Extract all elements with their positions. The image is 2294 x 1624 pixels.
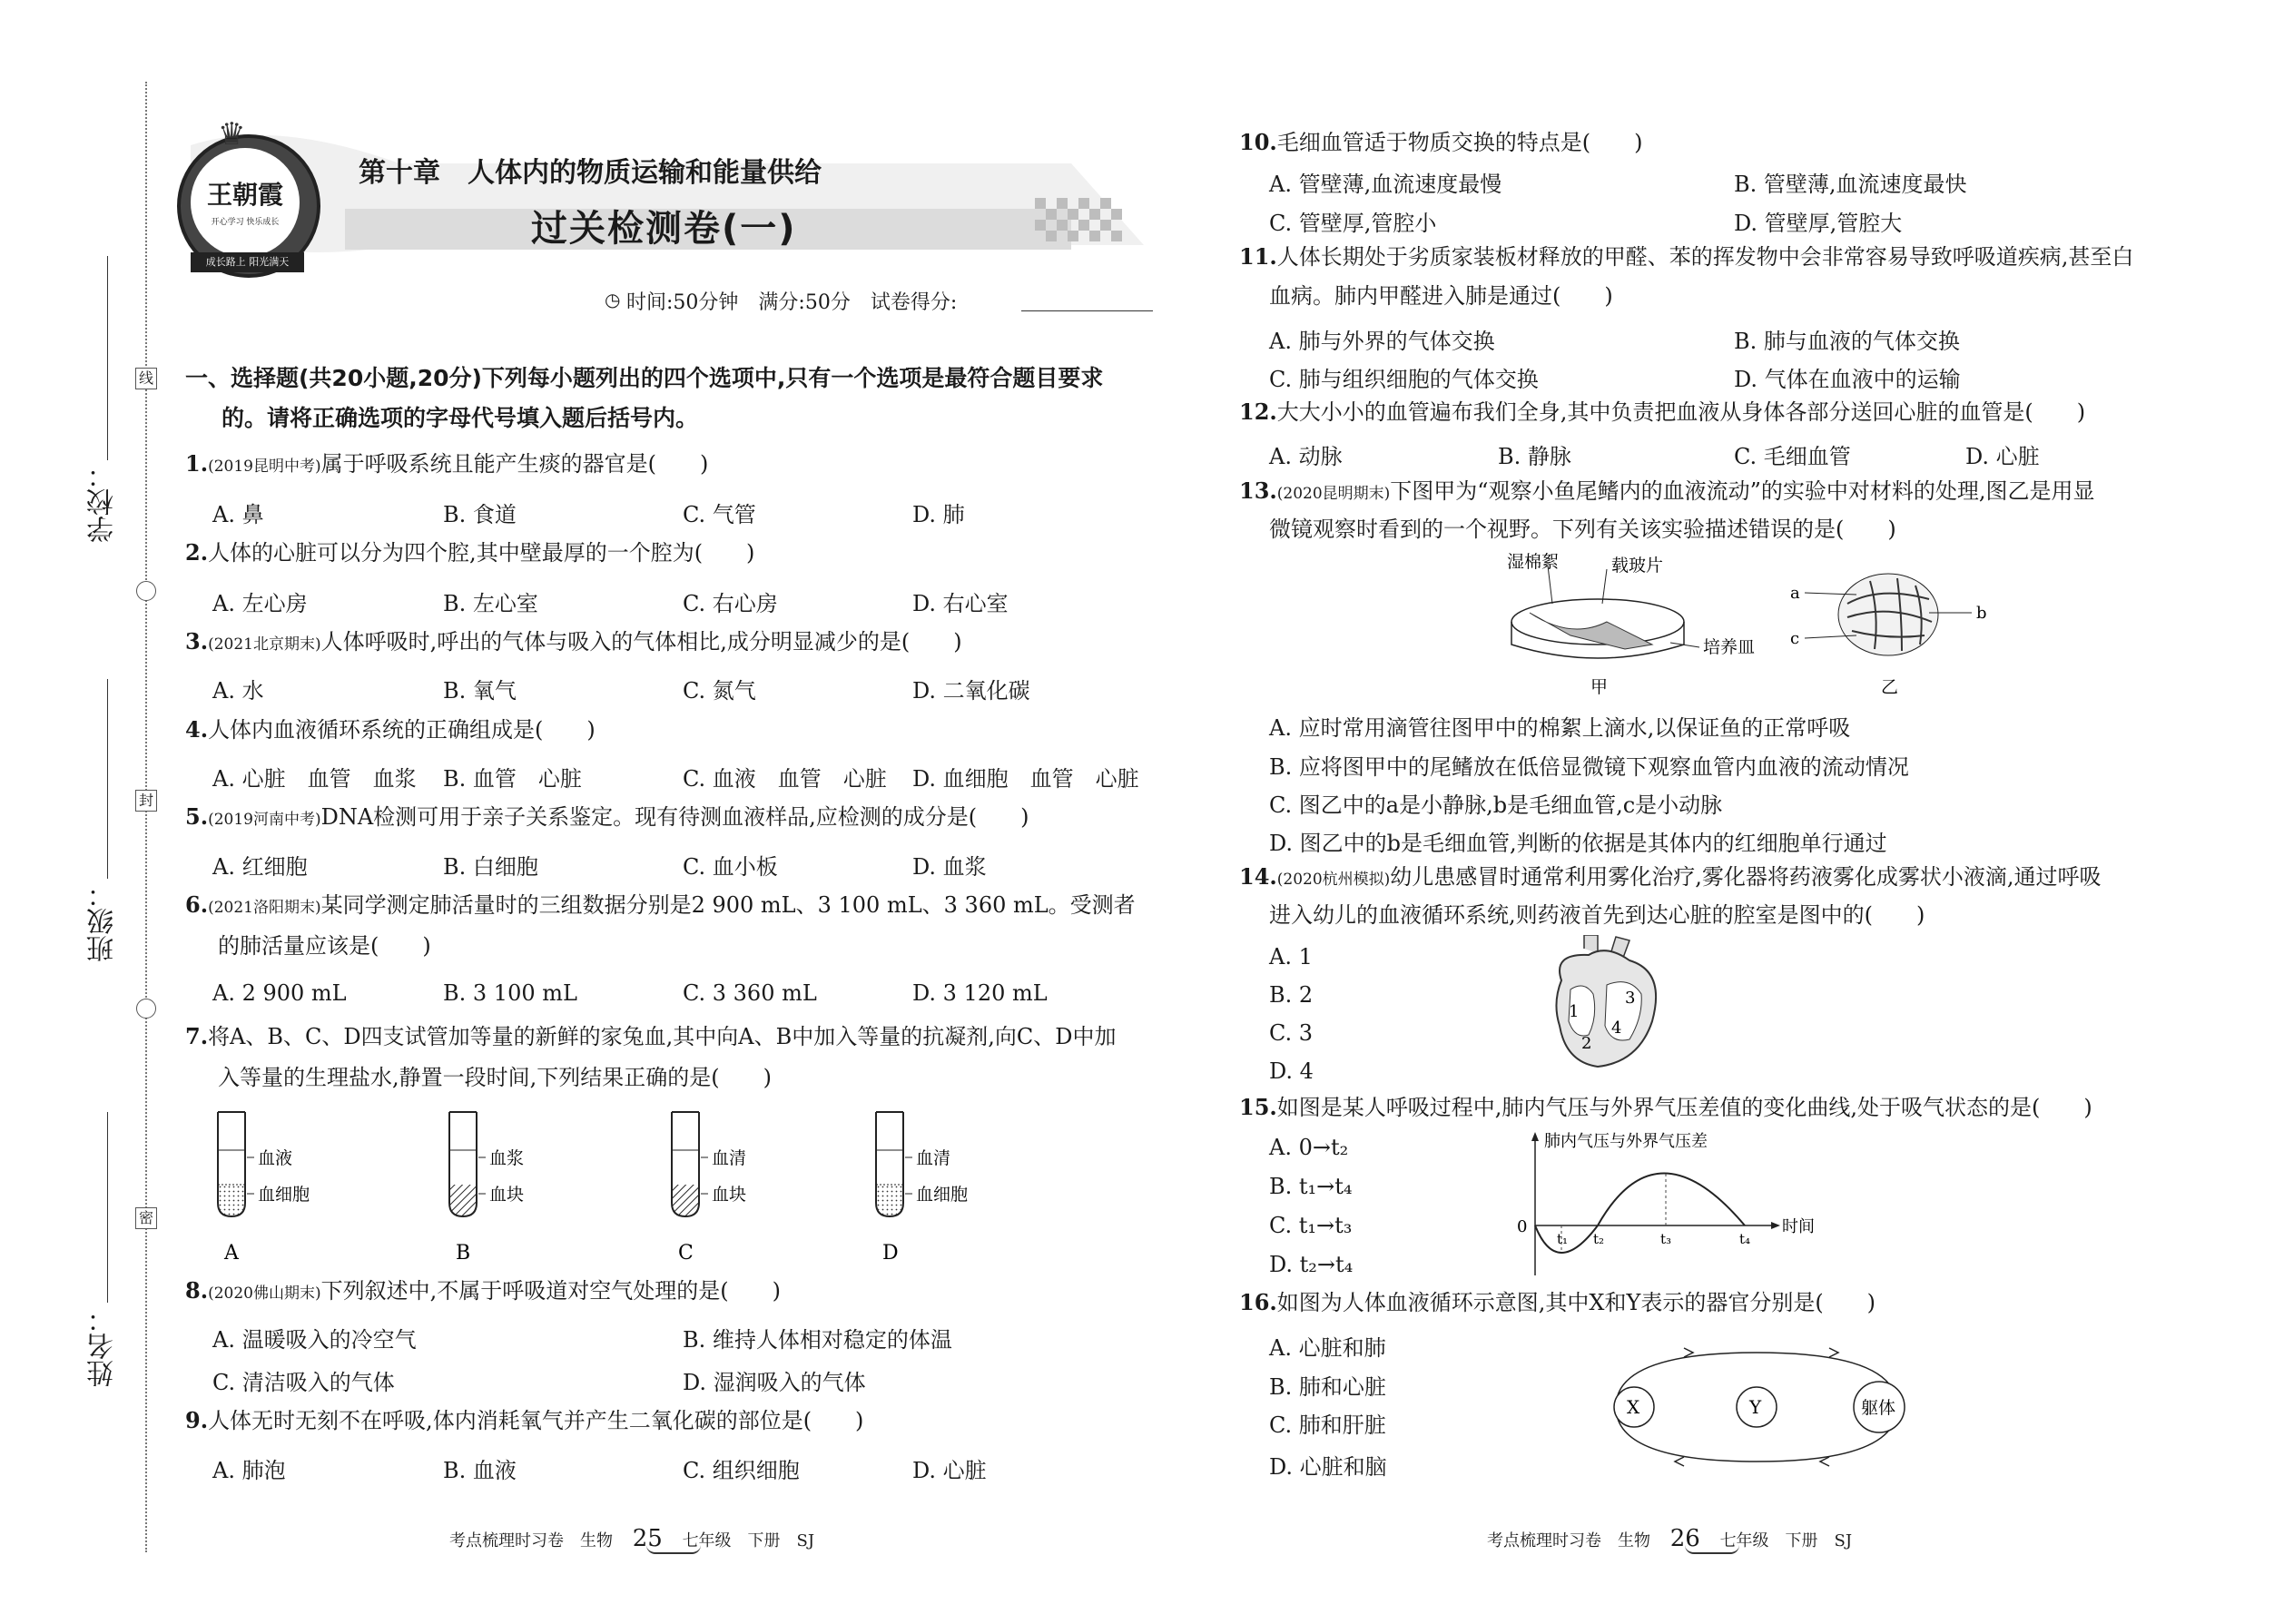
- question-number: 14.: [1239, 863, 1277, 890]
- question-text: 如图为人体血液循环示意图,其中X和Y表示的器官分别是( ): [1276, 1290, 1876, 1315]
- question-number: 3.: [185, 628, 209, 655]
- question-text: 将A、B、C、D四支试管加等量的新鲜的家兔血,其中向A、B中加入等量的抗凝剂,向C、D中加: [208, 1024, 1117, 1049]
- pressure-graph: [1511, 1130, 1847, 1280]
- option[interactable]: D. 右心室: [912, 591, 1009, 616]
- question-3: [185, 626, 962, 660]
- option[interactable]: A. 红细胞: [212, 854, 308, 880]
- question-text: 人体呼吸时,呼出的气体与吸入的气体相比,成分明显减少的是( ): [320, 629, 962, 655]
- option[interactable]: B. 肺与血液的气体交换: [1734, 329, 1960, 354]
- question-source: (2021北京期末): [208, 635, 321, 654]
- tube-a: [218, 1112, 254, 1216]
- heart-label: 1: [1569, 1002, 1580, 1021]
- option[interactable]: C. 右心房: [683, 591, 778, 616]
- tube-letter: B: [456, 1242, 471, 1265]
- book-icon: [1685, 1545, 1739, 1554]
- question-text-cont: 的肺活量应该是( ): [218, 933, 431, 959]
- footer-tail: 七年级 下册 SJ: [1719, 1531, 1853, 1550]
- node-x: X: [1627, 1396, 1640, 1418]
- graph-tick: t₃: [1660, 1231, 1672, 1247]
- option[interactable]: D. 湿润吸入的气体: [683, 1370, 866, 1395]
- question-text: 如图是某人呼吸过程中,肺内气压与外界气压差值的变化曲线,处于吸气状态的是( ): [1276, 1095, 2092, 1120]
- brand-logo-inner: [191, 148, 300, 257]
- option[interactable]: A. 心脏和肺: [1269, 1335, 1386, 1361]
- tube-c: [672, 1112, 708, 1216]
- question-5: [185, 802, 1029, 835]
- fig-label: 甲: [1590, 677, 1609, 697]
- option[interactable]: C. 气管: [683, 502, 756, 527]
- option[interactable]: A. 心脏 血管 血浆: [212, 766, 417, 792]
- class-label: 班级：: [87, 881, 119, 962]
- question-source: (2020杭州模拟): [1276, 871, 1391, 889]
- question-text: 人体的心脏可以分为四个腔,其中壁最厚的一个腔为( ): [208, 540, 755, 566]
- tube-letter: D: [882, 1242, 899, 1265]
- graph-ylabel: 肺内气压与外界气压差: [1544, 1132, 1708, 1151]
- option[interactable]: B. 左心室: [443, 591, 538, 616]
- graph-tick: t₄: [1739, 1231, 1751, 1247]
- question-text: 某同学测定肺活量时的三组数据分别是2 900 mL、3 100 mL、3 360 mL。受测者: [320, 892, 1136, 918]
- question-source: (2019河南中考): [208, 811, 321, 829]
- question-text-cont: 微镜观察时看到的一个视野。下列有关该实验描述错误的是( ): [1269, 517, 1896, 542]
- option[interactable]: B. 血液: [443, 1458, 517, 1483]
- question-text: 人体无时无刻不在呼吸,体内消耗氧气并产生二氧化碳的部位是( ): [208, 1408, 864, 1433]
- school-field[interactable]: [107, 256, 108, 460]
- graph-tick: t₁: [1557, 1231, 1569, 1247]
- option[interactable]: C. 血小板: [683, 854, 778, 880]
- class-field[interactable]: [107, 679, 108, 879]
- option[interactable]: B. 肺和心脏: [1269, 1374, 1386, 1400]
- option[interactable]: B. 氧气: [443, 678, 517, 704]
- option[interactable]: C. 清洁吸入的气体: [212, 1370, 395, 1395]
- option[interactable]: B. 维持人体相对稳定的体温: [683, 1327, 952, 1353]
- node-y: Y: [1749, 1396, 1762, 1418]
- graph-origin: 0: [1517, 1217, 1528, 1236]
- question-source: (2020昆明期末): [1276, 485, 1391, 503]
- node-body: 躯体: [1861, 1398, 1896, 1418]
- seal-char: 密: [135, 1207, 157, 1229]
- question-text-cont: 血病。肺内甲醛进入肺是通过( ): [1269, 283, 1613, 309]
- option[interactable]: D. t₂→t₄: [1269, 1252, 1354, 1277]
- option[interactable]: A. 0→t₂: [1269, 1135, 1349, 1160]
- option[interactable]: C. 图乙中的a是小静脉,b是毛细血管,c是小动脉: [1269, 792, 1723, 818]
- tube-label: 血清: [712, 1148, 747, 1168]
- option[interactable]: A. 鼻: [212, 502, 264, 527]
- clock-icon: ◷: [605, 289, 621, 310]
- chapter-title: 第十章 人体内的物质运输和能量供给: [359, 157, 822, 189]
- option[interactable]: A. 温暖吸入的冷空气: [212, 1327, 417, 1353]
- crown-icon: ♛: [218, 116, 246, 153]
- option[interactable]: D. 心脏: [912, 1458, 987, 1483]
- section-instruction: 一、选择题(共20小题,20分)下列每小题列出的四个选项中,只有一个选项是最符合题目要求: [185, 365, 1104, 391]
- tube-label: 血浆: [489, 1148, 525, 1168]
- question-number: 11.: [1239, 243, 1277, 270]
- tube-b: [449, 1112, 486, 1216]
- question-13: [1239, 476, 2094, 509]
- question-9: [185, 1405, 863, 1436]
- option[interactable]: C. 毛细血管: [1734, 444, 1851, 469]
- option[interactable]: A. 管壁薄,血流速度最慢: [1269, 172, 1502, 197]
- option[interactable]: C. 氮气: [683, 678, 756, 704]
- name-label: 姓名：: [87, 1305, 119, 1387]
- book-icon: [646, 1545, 701, 1554]
- question-source: (2021洛阳期末): [208, 899, 321, 917]
- school-label: 学校：: [87, 461, 119, 543]
- question-number: 1.: [185, 450, 209, 477]
- heart-label: 4: [1611, 1019, 1622, 1038]
- option[interactable]: D. 血浆: [912, 854, 987, 880]
- question-number: 2.: [185, 539, 209, 566]
- tube-label: 血清: [916, 1148, 951, 1168]
- option[interactable]: B. 2: [1269, 982, 1314, 1008]
- fig-label: 湿棉絮: [1507, 552, 1560, 572]
- question-text: 人体长期处于劣质家装板材释放的甲醛、苯的挥发物中会非常容易导致呼吸道疾病,甚至白: [1276, 244, 2134, 270]
- option[interactable]: A. 肺泡: [212, 1458, 286, 1483]
- question-text: 毛细血管适于物质交换的特点是( ): [1276, 130, 1643, 155]
- fig-label: b: [1976, 604, 1987, 623]
- question-number: 15.: [1239, 1094, 1277, 1120]
- option[interactable]: A. 动脉: [1269, 444, 1343, 469]
- question-10: [1239, 127, 1643, 158]
- option[interactable]: D. 心脏: [1965, 444, 2040, 469]
- graph-xlabel: 时间: [1782, 1217, 1815, 1236]
- fish-experiment-figure: [1498, 549, 2006, 699]
- option[interactable]: D. 4: [1269, 1058, 1314, 1084]
- seal-char: 线: [135, 368, 157, 389]
- question-source: (2019昆明中考): [208, 458, 321, 476]
- option[interactable]: A. 水: [212, 678, 264, 704]
- heart-label: 3: [1625, 989, 1636, 1008]
- option[interactable]: B. 管壁薄,血流速度最快: [1734, 172, 1967, 197]
- circulation-diagram: [1598, 1339, 1906, 1475]
- microscope-view: [1838, 574, 1938, 655]
- option[interactable]: B. 白细胞: [443, 854, 538, 880]
- option[interactable]: D. 血细胞 血管 心脏: [912, 766, 1139, 792]
- option[interactable]: B. t₁→t₄: [1269, 1174, 1353, 1199]
- option[interactable]: B. 3 100 mL: [443, 980, 577, 1006]
- cut-line: [145, 82, 147, 1552]
- question-2: [185, 537, 754, 568]
- fig-label: 乙: [1881, 677, 1899, 697]
- heart-label: 2: [1581, 1034, 1592, 1053]
- option[interactable]: D. 心脏和脑: [1269, 1454, 1387, 1480]
- question-source: (2020佛山期末): [208, 1284, 321, 1303]
- option[interactable]: C. t₁→t₃: [1269, 1213, 1353, 1238]
- question-number: 10.: [1239, 129, 1277, 155]
- question-text: 下列叙述中,不属于呼吸道对空气处理的是( ): [320, 1278, 781, 1304]
- question-text: 幼儿患感冒时通常利用雾化治疗,雾化器将药液雾化成雾状小液滴,通过呼吸: [1390, 864, 2102, 890]
- question-4: [185, 714, 596, 745]
- tube-label: 血块: [489, 1185, 525, 1205]
- tube-label: 血细胞: [916, 1185, 969, 1205]
- question-number: 13.: [1239, 477, 1277, 504]
- question-number: 12.: [1239, 399, 1277, 425]
- question-15: [1239, 1092, 2092, 1123]
- question-number: 4.: [185, 716, 209, 743]
- option[interactable]: B. 应将图甲中的尾鳍放在低倍显微镜下观察血管内血液的流动情况: [1269, 754, 1909, 780]
- tube-label: 血块: [712, 1185, 747, 1205]
- question-14: [1239, 861, 2102, 895]
- option[interactable]: C. 3: [1269, 1020, 1314, 1046]
- brand-ribbon: 成长路上 阳光满天: [191, 252, 304, 272]
- question-text-cont: 入等量的生理盐水,静置一段时间,下列结果正确的是( ): [218, 1065, 772, 1090]
- question-text: 大大小小的血管遍布我们全身,其中负责把血液从身体各部分送回心脏的血管是( ): [1276, 399, 2086, 425]
- question-1: [185, 448, 708, 482]
- option[interactable]: D. 管壁厚,管腔大: [1734, 211, 1903, 236]
- option[interactable]: D. 气体在血液中的运输: [1734, 367, 1961, 392]
- heart-figure: [1543, 935, 1670, 1071]
- footer-tail: 七年级 下册 SJ: [682, 1531, 815, 1550]
- option[interactable]: C. 肺与组织细胞的气体交换: [1269, 367, 1539, 392]
- question-number: 5.: [185, 803, 209, 830]
- binding-dot: [136, 999, 156, 1019]
- brand-motto: 开心学习 快乐成长: [211, 218, 280, 227]
- option[interactable]: D. 3 120 mL: [912, 980, 1048, 1006]
- option[interactable]: C. 组织细胞: [683, 1458, 800, 1483]
- tube-letter: C: [678, 1242, 694, 1265]
- option[interactable]: A. 2 900 mL: [212, 980, 347, 1006]
- fig-label: 载玻片: [1611, 556, 1664, 576]
- binding-dot: [136, 581, 156, 601]
- option[interactable]: C. 管壁厚,管腔小: [1269, 211, 1437, 236]
- question-text: DNA检测可用于亲子关系鉴定。现有待测血液样品,应检测的成分是( ): [320, 804, 1029, 830]
- option[interactable]: C. 3 360 mL: [683, 980, 817, 1006]
- option[interactable]: B. 血管 心脏: [443, 766, 582, 792]
- score-field[interactable]: [1021, 310, 1153, 311]
- tube-d: [876, 1112, 912, 1216]
- footer-text: 考点梳理时习卷 生物: [1487, 1531, 1650, 1550]
- footer-left: [449, 1525, 814, 1552]
- question-number: 16.: [1239, 1289, 1277, 1315]
- option[interactable]: C. 肺和肝脏: [1269, 1412, 1386, 1438]
- page-number: 25: [632, 1525, 663, 1552]
- question-number: 7.: [185, 1023, 209, 1049]
- tube-label: 血液: [258, 1148, 293, 1168]
- question-6: [185, 890, 1136, 923]
- tube-letter: A: [224, 1242, 239, 1265]
- page-title: 过关检测卷(一): [531, 208, 797, 250]
- question-8: [185, 1275, 781, 1309]
- option[interactable]: D. 二氧化碳: [912, 678, 1030, 704]
- test-tube-figure: [182, 1103, 1017, 1271]
- fig-label: 培养皿: [1703, 637, 1756, 657]
- question-16: [1239, 1287, 1876, 1318]
- option[interactable]: B. 食道: [443, 502, 517, 527]
- question-text-cont: 进入幼儿的血液循环系统,则药液首先到达心脏的腔室是图中的( ): [1269, 902, 1925, 928]
- graph-tick: t₂: [1593, 1231, 1605, 1247]
- page-number: 26: [1669, 1525, 1700, 1552]
- option[interactable]: A. 左心房: [212, 591, 308, 616]
- section-instruction: 的。请将正确选项的字母代号填入题后括号内。: [222, 405, 699, 431]
- question-text: 人体内血液循环系统的正确组成是( ): [208, 717, 596, 743]
- option[interactable]: C. 血液 血管 心脏: [683, 766, 887, 792]
- option[interactable]: B. 静脉: [1498, 444, 1571, 469]
- fig-label: a: [1790, 584, 1800, 603]
- option[interactable]: A. 应时常用滴管往图甲中的棉絮上滴水,以保证鱼的正常呼吸: [1269, 715, 1851, 741]
- question-7: [185, 1021, 1116, 1052]
- question-number: 8.: [185, 1277, 209, 1304]
- question-number: 9.: [185, 1407, 209, 1433]
- option[interactable]: D. 肺: [912, 502, 965, 527]
- footer-text: 考点梳理时习卷 生物: [449, 1531, 613, 1550]
- option[interactable]: D. 图乙中的b是毛细血管,判断的依据是其体内的红细胞单行通过: [1269, 831, 1887, 856]
- seal-char: 封: [135, 790, 157, 812]
- option[interactable]: A. 肺与外界的气体交换: [1269, 329, 1495, 354]
- question-12: [1239, 397, 2085, 428]
- tube-label: 血细胞: [258, 1185, 310, 1205]
- fig-label: c: [1790, 629, 1800, 648]
- question-text: 下图甲为“观察小鱼尾鳍内的血液流动”的实验中对材料的处理,图乙是用显: [1390, 478, 2095, 504]
- brand-name: 王朝霞: [206, 180, 283, 210]
- exam-meta: 时间:50分钟 满分:50分 试卷得分:: [626, 291, 958, 314]
- footer-right: [1487, 1525, 1852, 1552]
- question-text: 属于呼吸系统且能产生痰的器官是( ): [320, 451, 709, 477]
- question-number: 6.: [185, 891, 209, 918]
- question-11: [1239, 241, 2133, 272]
- name-field[interactable]: [107, 1112, 108, 1303]
- option[interactable]: A. 1: [1269, 944, 1313, 969]
